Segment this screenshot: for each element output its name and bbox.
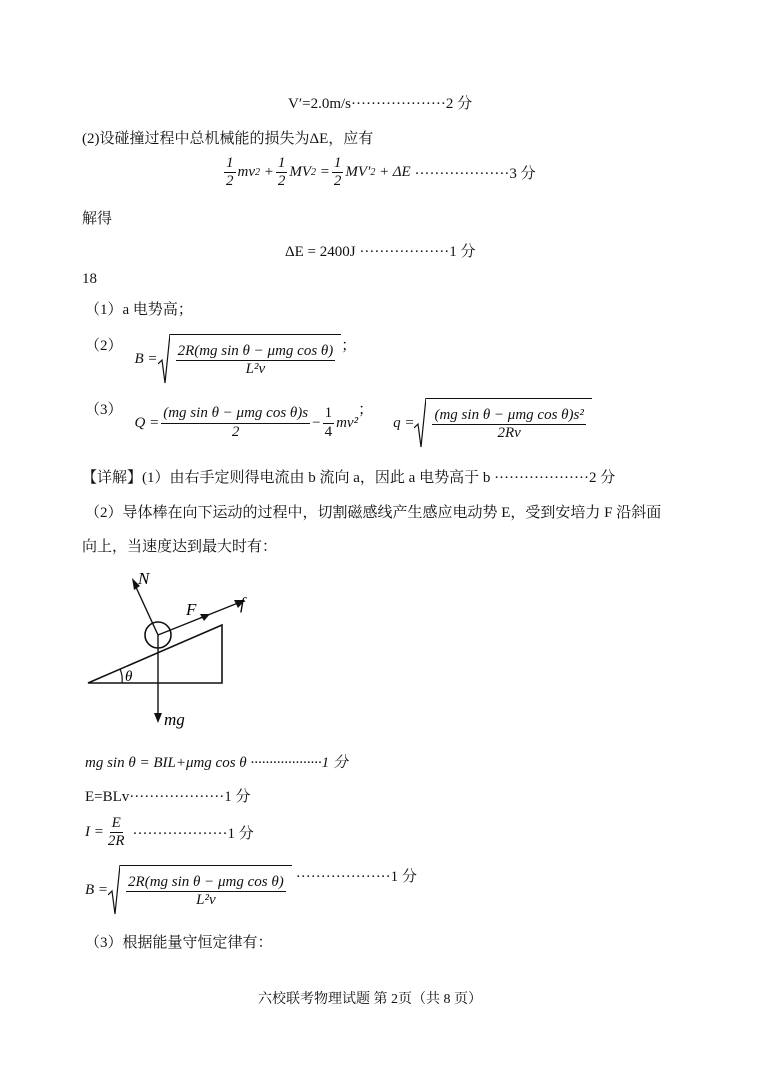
current-fraction: $\frac{E}{2R}$ (107, 815, 125, 850)
f-arrow (158, 603, 238, 635)
current-lhs: I = (85, 824, 104, 841)
b-lhs: B = (134, 350, 158, 367)
heat-lhs: Q = (134, 414, 160, 431)
answer-3 (85, 398, 592, 448)
delta-e-result: ΔE = 2400J ··················1 分 (285, 244, 476, 260)
answer-2 (85, 334, 356, 384)
b-lhs: B = (85, 881, 109, 898)
term-delta-e: + ΔE (379, 164, 411, 181)
label-mg: mg (164, 710, 185, 729)
minus-sign: − (312, 414, 321, 431)
answer-1: （1）a 电势高； (85, 302, 193, 318)
velocity-result-line: V′=2.0m/s···················2 分 (288, 96, 473, 112)
energy-conservation-equation: $\frac{1}{2}$ mv 2 + $\frac{1}{2}$ MV 2 = $\frac{1}{2}$ MV′ 2 + ΔE ···················3 分 (226, 155, 536, 190)
force-balance-equation: mg sin θ = BIL+μmg cos θ ···················1 分 (85, 755, 348, 771)
detail-1: 【详解】(1）由右手定则得电流由 b 流向 a，因此 a 电势高于 b ···················2 分 (82, 470, 616, 486)
label-theta: θ (125, 669, 133, 685)
charge-lhs: q = (393, 414, 415, 431)
current-equation (85, 815, 254, 851)
semicolon: ； (341, 338, 357, 354)
term-MV-prime: MV′ (345, 164, 371, 181)
half-fraction: $\frac{1}{2}$ (333, 155, 342, 190)
part2-intro: (2)设碰撞过程中总机械能的损失为ΔE，应有 (82, 131, 374, 147)
page-footer: 六校联考物理试题 第 2页（共 8 页） (258, 992, 482, 1007)
heat-fraction: $\frac{\text{(mg sin θ − μmg cos θ)s}}{2}$ (163, 405, 309, 440)
b-numerator: 2R(mg sin θ − μmg cos θ) (176, 343, 336, 361)
half-fraction: $\frac{1}{2}$ (277, 155, 286, 190)
sqrt-expression (414, 398, 591, 448)
semicolon: ； (358, 402, 374, 418)
half-fraction: $\frac{1}{2}$ (226, 155, 234, 190)
charge-numerator: (mg sin θ − μmg cos θ)s² (432, 407, 585, 425)
label-F: F (186, 600, 197, 619)
detail-2-line1: （2）导体棒在向下运动的过程中，切割磁感线产生感应电动势 E，受到安培力 F 沿斜面 (85, 505, 662, 521)
answer-2-label: （2） (85, 338, 123, 354)
incline-triangle (88, 625, 222, 683)
question-number: 18 (82, 271, 97, 287)
label-f: f (240, 594, 245, 613)
term-mv: mv (237, 164, 255, 181)
b-denominator: L²v (245, 361, 266, 377)
score-mark: ···················1 分 (132, 826, 254, 843)
detail-2-line2: 向上，当速度达到最大时有： (82, 539, 278, 555)
quarter-fraction: $\frac{1}{4}$ (324, 405, 333, 440)
kinetic-term: mv² (336, 414, 359, 431)
score-mark: ···················1 分 (295, 869, 417, 885)
label-N: N (138, 569, 150, 588)
sqrt-expression (158, 334, 342, 384)
score-mark: ···················3 分 (414, 166, 536, 183)
charge-denominator: 2Rv (497, 425, 521, 441)
sqrt-expression: $\frac{\text{2R(mg sin θ − μmg cos θ)}}{\text{L²v}}$ (108, 865, 292, 915)
b-equation (85, 865, 417, 915)
force-diagram (80, 565, 260, 735)
angle-arc (120, 669, 122, 683)
emf-equation: E=BLv···················1 分 (85, 789, 251, 805)
part-3-intro: （3）根据能量守恒定律有： (85, 935, 273, 951)
solve-label: 解得 (82, 211, 113, 227)
answer-3-label: （3） (85, 402, 123, 418)
term-MV: MV (289, 164, 312, 181)
